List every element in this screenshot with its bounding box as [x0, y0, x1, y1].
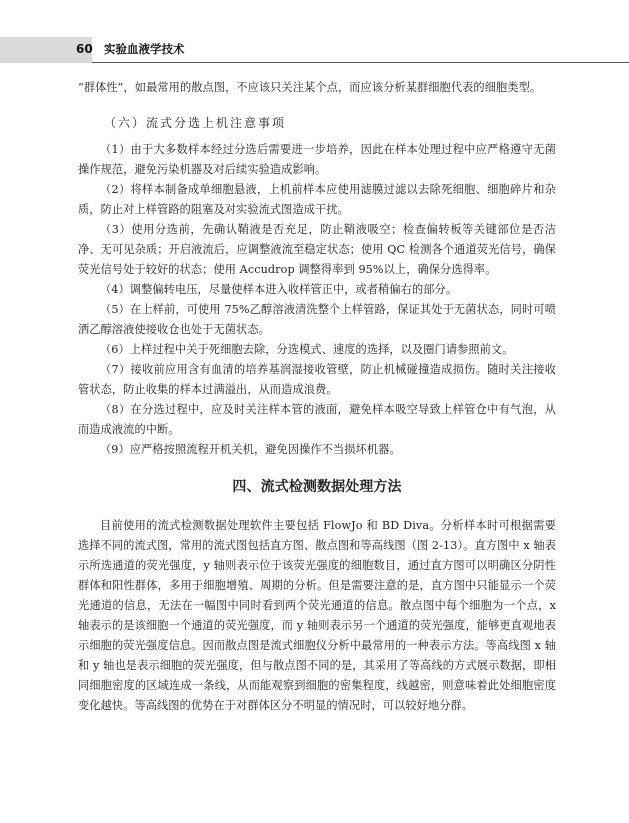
section-paragraph: 目前使用的流式检测数据处理软件主要包括 FlowJo 和 BD Diva。分析样本时可根据需要选择不同的流式图，常用的流式图包括直方图、散点图和等高线图（图 2-13）。直方图中 x 轴表示所选通道的荧光强度，y 轴则表示位于该荧光强度的细胞数目，通过直方图可以明确区分阴性群体和阳性群体，多用于细胞增殖、周期的分析。但是需要注意的是，直方图中只能显示一个荧光通道的信息，无法在一幅图中同时看到两个荧光通道的信息。散点图中每个细胞为一个点，x 轴表示的是该细胞一个通道的荧光强度，而 y 轴则表示另一个通道的荧光强度，能够更直观地表示细胞的荧光强度信息。因而散点图是流式细胞仪分析中最常用的一种表示方法。等高线图 x 轴和 y 轴也是表示细胞的荧光强度，但与散点图不同的是，其采用了等高线的方式展示数据，即相同细胞密度的区域连成一条线，从而能观察到细胞的密集程度，线越密，则意味着此处细胞密度变化越快。等高线图的优势在于对群体区分不明显的情况时，可以较好地分群。 [78, 519, 556, 712]
list-item-3: （3）使用分选前，先确认鞘液是否充足，防止鞘液吸空；检查偏转板等关键部位是否洁净、无可见杂质；开启液流后，应调整液流至稳定状态；使用 QC 检测各个通道荧光信号，确保荧光信号处于较好的状态；使用 Accudrop 调整得率到 95%以上，确保分选得率。 [78, 223, 556, 276]
intro-paragraph: “群体性”，如最常用的散点图，不应该只关注某个点，而应该分析某群细胞代表的细胞类型。 [78, 81, 542, 94]
subsection-heading: （六）流式分选上机注意事项 [104, 116, 287, 130]
running-title: 实验血液学技术 [104, 42, 185, 56]
list-item-9: （9）应严格按照流程开机关机，避免因操作不当损坏机器。 [100, 443, 401, 456]
list-item-7: （7）接收前应用含有血清的培养基润湿接收管壁，防止机械碰撞造成损伤。随时关注接收管状态，防止收集的样本过满溢出，从而造成浪费。 [78, 363, 556, 396]
list-item-8: （8）在分选过程中，应及时关注样本管的液面，避免样本吸空导致上样管仓中有气泡，从而造成液流的中断。 [78, 403, 556, 436]
list-item-6: （6）上样过程中关于死细胞去除，分选模式、速度的选择，以及圈门请参照前文。 [100, 343, 514, 356]
list-item-1: （1）由于大多数样本经过分选后需要进一步培养，因此在样本处理过程中应严格遵守无菌操作规范，避免污染机器及对后续实验造成影响。 [78, 143, 556, 176]
page-number: 60 [76, 42, 93, 56]
section-heading: 四、流式检测数据处理方法 [232, 479, 402, 495]
page-body [78, 78, 556, 716]
list-item-5: （5）在上样前，可使用 75%乙醇溶液清洗整个上样管路，保证其处于无菌状态，同时可喷洒乙醇溶液使接收仓也处于无菌状态。 [78, 303, 556, 336]
list-item-4: （4）调整偏转电压，尽量使样本进入收样管正中，或者稍偏右的部分。 [100, 283, 458, 296]
header-rule [92, 62, 629, 63]
list-item-2: （2）将样本制备成单细胞悬液，上机前样本应使用滤膜过滤以去除死细胞、细胞碎片和杂质，防止对上样管路的阻塞及对实验流式图造成干扰。 [78, 183, 556, 216]
